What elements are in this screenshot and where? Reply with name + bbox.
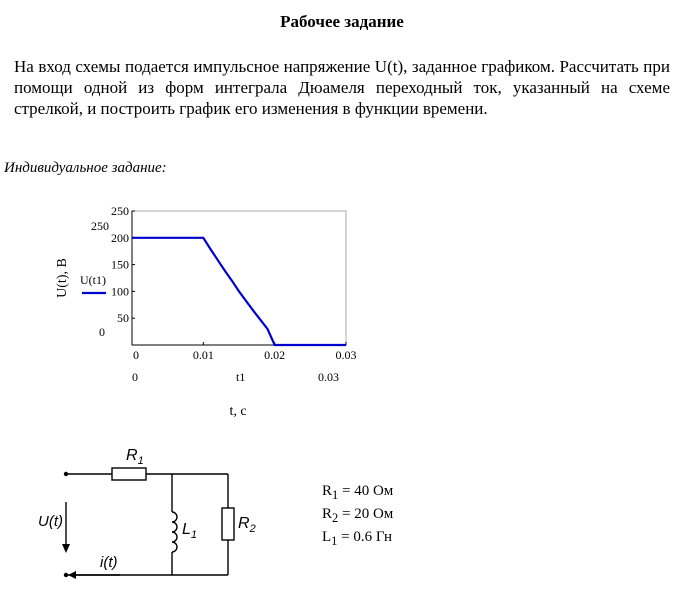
input-terminal-bottom xyxy=(64,573,68,577)
plot-frame xyxy=(132,211,346,345)
outer-x-label-left: 0 xyxy=(132,370,138,384)
r2-label: $R_2$ xyxy=(238,515,256,535)
legend-label: U(t1) xyxy=(80,273,106,287)
l1-label: $L_1$ xyxy=(182,521,198,541)
task-text: На вход схемы подается импульсное напряжение U(t), заданное графиком. Рассчитать при помощи одной из форм интеграла Дюамеля переходный ток, указанный на схеме стрелкой, и построить график его изменения в функции времени. xyxy=(14,57,670,118)
param-r2: $R_2 = 20$ Ом xyxy=(322,506,394,525)
circuit-diagram xyxy=(0,440,300,590)
y-tick-label: 250 xyxy=(111,204,129,218)
y-axis-label: U(t), B xyxy=(55,258,70,298)
y-tick-label: 100 xyxy=(111,284,129,299)
outer-y-label-top: 250 xyxy=(91,219,109,233)
current-label: i(t) xyxy=(100,554,118,571)
input-terminal-top xyxy=(64,472,68,476)
param-l1: $L_1 = 0.6$ Гн xyxy=(322,529,393,548)
input-voltage-label: U(t) xyxy=(38,513,63,530)
r1-label: $R_1$ xyxy=(126,447,144,467)
x-axis-label: t, c xyxy=(229,404,247,419)
resistor-r2 xyxy=(222,508,234,540)
parameter-list xyxy=(322,482,393,551)
x-tick-label: 0 xyxy=(133,348,139,362)
page-title: Рабочее задание xyxy=(280,12,404,31)
series-line-u xyxy=(132,238,346,345)
x-tick-label: 0.02 xyxy=(264,348,286,362)
x-tick-label: 0.01 xyxy=(192,348,214,362)
voltage-arrow-head xyxy=(62,544,70,553)
y-tick-label: 150 xyxy=(111,257,129,272)
outer-x-label-mid: t1 xyxy=(236,370,246,384)
y-tick-label: 50 xyxy=(117,311,129,326)
param-r1: $R_1 = 40$ Ом xyxy=(322,483,394,502)
inductor-l1 xyxy=(172,512,177,552)
y-tick-labels xyxy=(111,204,135,325)
x-tick-label: 0.03 xyxy=(335,348,357,362)
voltage-chart xyxy=(0,195,380,425)
outer-y-label-bottom: 0 xyxy=(99,325,105,339)
outer-x-label-right: 0.03 xyxy=(318,370,339,384)
current-arrow-head xyxy=(68,571,76,579)
resistor-r1 xyxy=(112,468,146,480)
y-tick-label: 200 xyxy=(111,230,129,245)
individual-task-heading: Индивидуальное задание: xyxy=(4,160,167,176)
